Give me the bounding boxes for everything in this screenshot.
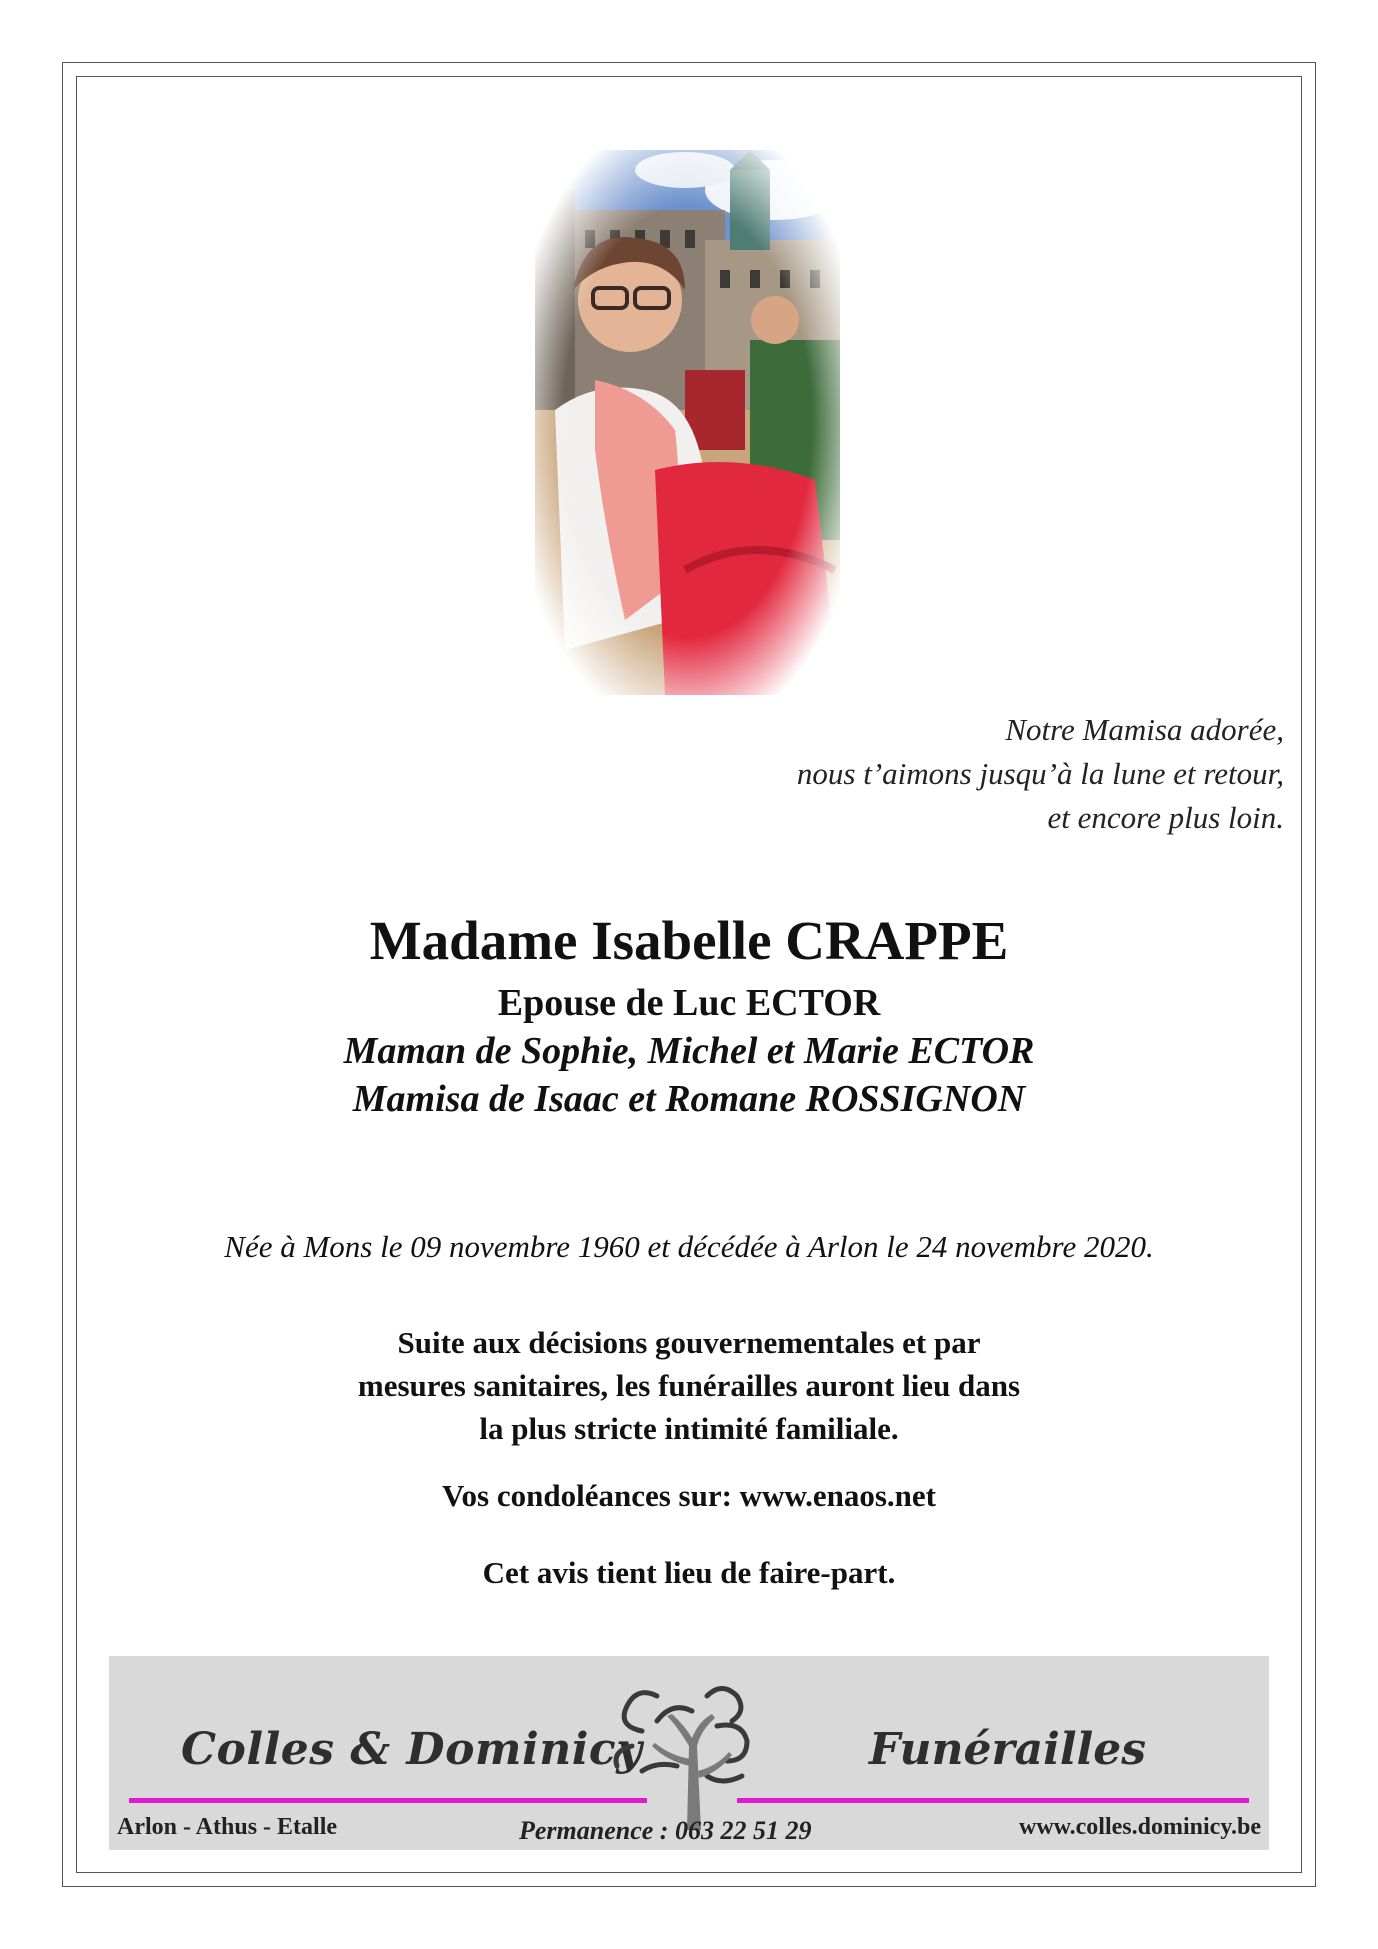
condolences-line: Vos condoléances sur: www.enaos.net — [441, 1478, 937, 1513]
dedication-quote — [584, 708, 1284, 840]
spouse-line: Epouse de Luc ECTOR — [497, 982, 881, 1024]
accent-line-right — [737, 1798, 1249, 1803]
funeral-home-banner — [109, 1656, 1269, 1850]
deceased-name: Madame Isabelle CRAPPE — [369, 910, 1009, 971]
tree-logo-icon — [597, 1666, 787, 1830]
banner-website: www.colles.dominicy.be — [1018, 1814, 1261, 1840]
banner-permanence: Permanence : 063 22 51 29 — [519, 1816, 812, 1845]
accent-line-left — [129, 1798, 647, 1803]
notice-line-2: mesures sanitaires, les funérailles auront lieu dans — [357, 1368, 1021, 1403]
notice-line-3: la plus stricte intimité familiale. — [479, 1411, 899, 1446]
quote-line-1: Notre Mamisa adorée, — [1005, 712, 1284, 747]
quote-line-2: nous t’aimons jusqu’à la lune et retour, — [796, 756, 1284, 791]
brand-tagline: Funérailles — [869, 1724, 1147, 1775]
quote-line-3: et encore plus loin. — [1047, 800, 1284, 835]
banner-locations: Arlon - Athus - Etalle — [117, 1814, 338, 1840]
children-line: Maman de Sophie, Michel et Marie ECTOR — [343, 1030, 1035, 1072]
family-block — [0, 979, 1378, 1123]
brand-name: Colles & Dominicy — [181, 1724, 643, 1775]
grandchildren-line: Mamisa de Isaac et Romane ROSSIGNON — [352, 1078, 1026, 1120]
portrait-photo — [535, 150, 840, 695]
faire-part-line: Cet avis tient lieu de faire-part. — [482, 1555, 896, 1590]
funeral-notice — [0, 1321, 1378, 1450]
notice-line-1: Suite aux décisions gouvernementales et par — [397, 1325, 981, 1360]
birth-death-dates: Née à Mons le 09 novembre 1960 et décédée à Arlon le 24 novembre 2020. — [224, 1229, 1154, 1264]
